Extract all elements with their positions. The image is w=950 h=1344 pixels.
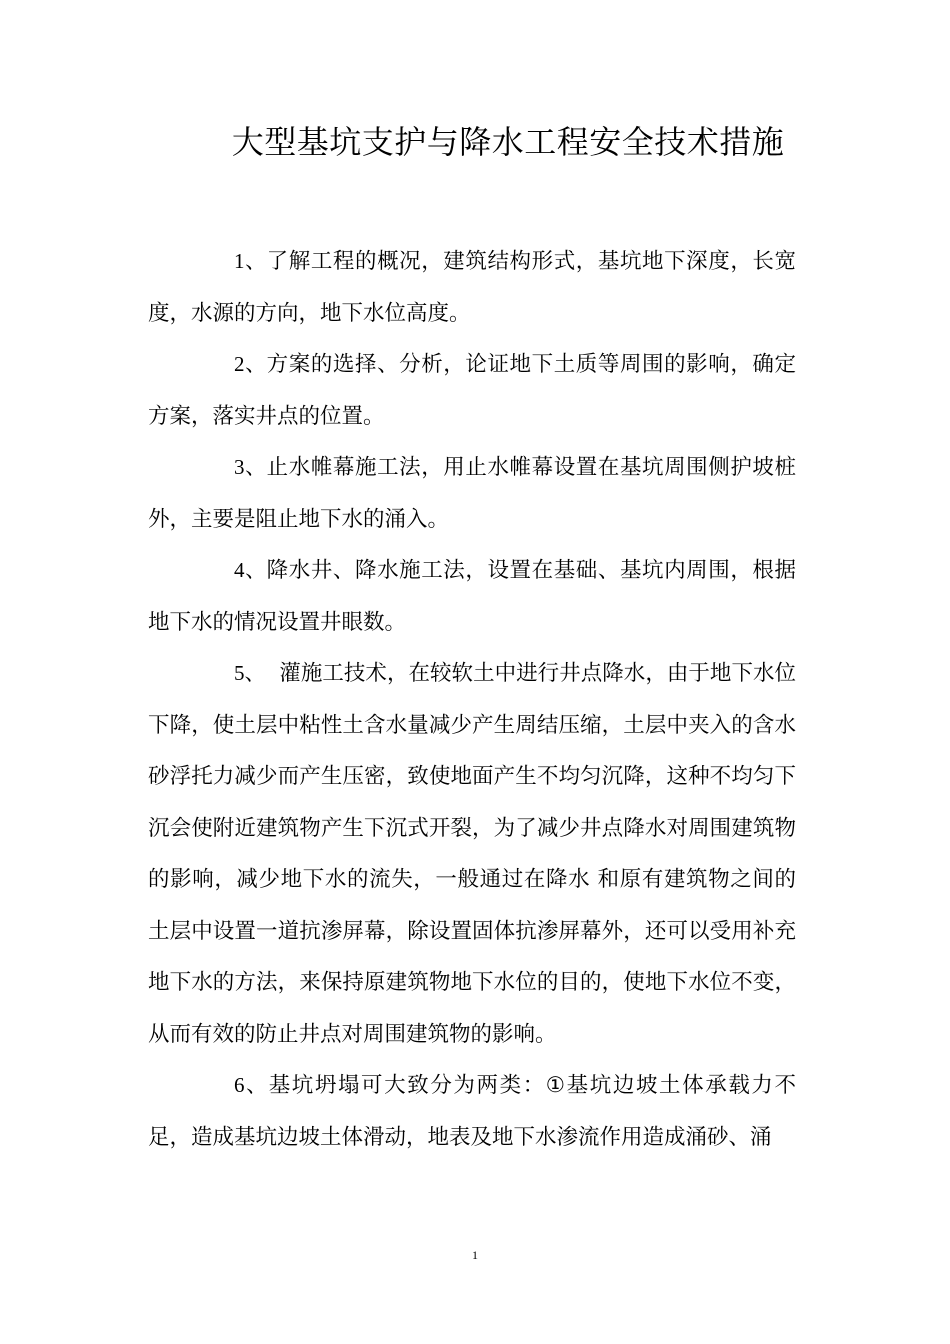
paragraph-text: 止水帷幕施工法，用止水帷幕设置在基坑周围侧护坡桩外，主要是阻止地下水的涌入。: [148, 455, 797, 532]
paragraph-text: 了解工程的概况，建筑结构形式，基坑地下深度，长宽度，水源的方向，地下水位高度。: [148, 249, 797, 326]
paragraph-text: 方案的选择、分析，论证地下土质等周围的影响，确定方案，落实井点的位置。: [148, 352, 797, 429]
paragraph-number: 3、: [234, 455, 267, 479]
paragraph-number: 5、: [234, 661, 266, 685]
paragraph-2: [148, 339, 796, 442]
paragraph-number: 4、: [234, 558, 267, 582]
paragraph-number: 2、: [234, 352, 267, 376]
paragraph-1: [148, 236, 796, 339]
paragraph-text: 灌施工技术，在较软土中进行井点降水，由于地下水位下降，使土层中粘性土含水量减少产生周结压缩，土层中夹入的含水砂浮托力减少而产生压密，致使地面产生不均匀沉降，这种不均匀下沉会使附近建筑物产生下沉式开裂，为了减少井点降水对周围建筑物的影响，减少地下水的流失，一般通过在降水 和原有建筑物之间的土层中设置一道抗渗屏幕，除设置固体抗渗屏幕外，还可以受用补充地下水的方法，来保持原建筑物地下水位的目的，使地下水位不变，从而有效的防止井点对周围建筑物的影响。: [148, 661, 797, 1047]
document-title: 大型基坑支护与降水工程安全技术措施: [231, 123, 785, 161]
paragraph-text: 降水井、降水施工法，设置在基础、基坑内周围，根据地下水的情况设置井眼数。: [148, 558, 797, 635]
paragraph-text: 基坑坍塌可大致分为两类：①基坑边坡土体承载力不足，造成基坑边坡土体滑动，地表及地下水渗流作用造成涌砂、涌: [148, 1073, 796, 1150]
document-body: [148, 236, 796, 1163]
paragraph-3: [148, 442, 796, 545]
paragraph-number: 6、: [234, 1073, 269, 1097]
paragraph-number: 1、: [234, 249, 267, 273]
paragraph-6: [148, 1060, 796, 1163]
paragraph-4: [148, 545, 796, 648]
page-number: 1: [472, 1248, 478, 1262]
paragraph-5: [148, 648, 796, 1060]
